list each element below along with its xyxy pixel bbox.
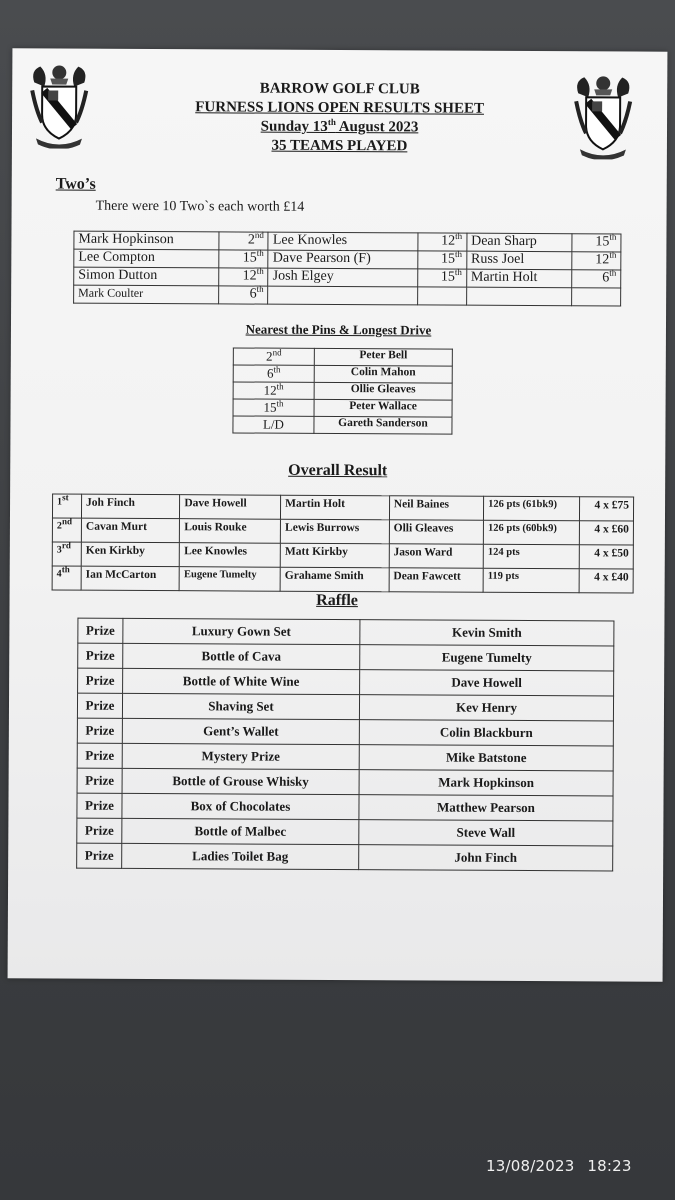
- twos-hole: [572, 288, 621, 306]
- pins-hole: [233, 348, 314, 365]
- raffle-label: Prize: [77, 768, 122, 793]
- twos-name: Russ Joel: [466, 251, 571, 270]
- twos-hole-suffix: th: [454, 248, 463, 259]
- overall-position-number: 3: [56, 544, 62, 556]
- raffle-label: Prize: [78, 668, 123, 693]
- raffle-item: Mystery Prize: [122, 743, 359, 769]
- twos-name: Dave Pearson (F): [268, 250, 417, 269]
- raffle-row: [77, 718, 613, 746]
- teams-played: 35 TEAMS PLAYED: [271, 137, 408, 155]
- pins-winner: Peter Wallace: [314, 399, 452, 417]
- overall-player: Olli Gleaves: [389, 520, 483, 544]
- raffle-winner: Matthew Pearson: [359, 795, 613, 821]
- overall-player: Lee Knowles: [180, 543, 281, 568]
- twos-hole-number: 12: [242, 268, 257, 284]
- twos-hole-suffix: th: [256, 247, 264, 258]
- overall-player: Joh Finch: [81, 494, 179, 519]
- pins-row: [233, 382, 452, 400]
- raffle-item: Bottle of Malbec: [122, 818, 359, 844]
- overall-position-suffix: th: [61, 564, 70, 575]
- overall-player: Matt Kirkby: [280, 543, 389, 568]
- overall-player: Neil Baines: [389, 496, 483, 520]
- raffle-row: [78, 668, 614, 696]
- twos-hole-number: 6: [602, 270, 610, 286]
- overall-position-number: 1: [57, 496, 63, 508]
- pins-hole-number: 12: [263, 382, 277, 398]
- overall-heading: Overall Result: [288, 461, 388, 480]
- raffle-winner: Kevin Smith: [360, 620, 614, 646]
- pins-hole-suffix: th: [276, 398, 284, 409]
- raffle-row: [77, 743, 613, 771]
- raffle-winner: Mark Hopkinson: [359, 770, 613, 796]
- raffle-winner: John Finch: [359, 845, 613, 871]
- photo-timestamp: 13/08/2023 18:23: [486, 1157, 632, 1175]
- overall-player: Ian McCarton: [81, 566, 179, 591]
- pins-hole-number: 6: [266, 365, 274, 381]
- raffle-label: Prize: [77, 743, 122, 768]
- overall-player: Martin Holt: [281, 495, 390, 520]
- overall-row: [52, 494, 633, 521]
- pins-hole: [233, 382, 314, 399]
- results-sheet: [8, 48, 668, 981]
- twos-name: Lee Knowles: [268, 232, 417, 251]
- raffle-item: Luxury Gown Set: [123, 618, 360, 644]
- twos-heading: Two’s: [55, 175, 96, 193]
- pins-hole-suffix: th: [276, 381, 284, 392]
- raffle-winner: Dave Howell: [360, 670, 614, 696]
- twos-name: Simon Dutton: [74, 267, 220, 286]
- overall-position: [52, 494, 81, 518]
- event-date: Sunday 13th August 2023: [260, 116, 419, 136]
- overall-player: Eugene Tumelty: [179, 567, 280, 592]
- overall-player: Louis Rouke: [180, 519, 281, 544]
- pins-table: [232, 347, 452, 434]
- twos-hole-number: 12: [441, 233, 456, 249]
- twos-table: [73, 231, 621, 307]
- twos-hole-number: 15: [440, 269, 455, 285]
- overall-points: 126 pts (60bk9): [483, 520, 579, 545]
- twos-hole-number: 15: [242, 250, 257, 266]
- pins-hole-suffix: nd: [272, 347, 282, 358]
- twos-hole-suffix: th: [454, 266, 462, 277]
- raffle-item: Bottle of White Wine: [123, 668, 360, 694]
- overall-points: 124 pts: [483, 544, 579, 569]
- overall-player: Cavan Murt: [81, 518, 179, 543]
- event-title: FURNESS LIONS OPEN RESULTS SHEET: [195, 99, 485, 117]
- twos-hole-number: 12: [595, 252, 610, 268]
- pins-hole: [233, 365, 314, 382]
- twos-name: Lee Compton: [74, 249, 220, 268]
- raffle-row: [77, 768, 613, 796]
- twos-name: Mark Coulter: [74, 285, 220, 304]
- raffle-row: [77, 793, 613, 821]
- twos-hole: [219, 283, 268, 304]
- raffle-row: [77, 843, 613, 871]
- raffle-item: Box of Chocolates: [122, 793, 359, 819]
- twos-name: Dean Sharp: [467, 233, 572, 252]
- overall-position: [52, 542, 81, 566]
- overall-player: Grahame Smith: [280, 567, 389, 592]
- raffle-winner: Steve Wall: [359, 820, 613, 846]
- overall-position: [52, 518, 81, 542]
- twos-name: Mark Hopkinson: [74, 231, 220, 250]
- raffle-winner: Mike Batstone: [359, 745, 613, 771]
- sheet-header: [12, 78, 667, 157]
- overall-player: Dave Howell: [180, 495, 281, 520]
- twos-hole: [572, 267, 621, 288]
- overall-row: [52, 518, 633, 545]
- twos-name: Josh Elgey: [268, 268, 417, 287]
- overall-table: [52, 494, 634, 594]
- pins-winner: Ollie Gleaves: [314, 382, 452, 400]
- overall-player: Jason Ward: [389, 544, 483, 568]
- overall-position: [52, 566, 81, 590]
- raffle-winner: Kev Henry: [359, 695, 613, 721]
- overall-prize: 4 x £50: [579, 545, 633, 569]
- raffle-table: [76, 618, 614, 872]
- raffle-item: Ladies Toilet Bag: [122, 843, 359, 869]
- overall-prize: 4 x £40: [579, 569, 633, 593]
- pins-row: [233, 348, 452, 366]
- raffle-label: Prize: [78, 643, 123, 668]
- twos-hole-suffix: th: [609, 267, 617, 278]
- twos-hole-suffix: th: [609, 249, 617, 260]
- overall-prize: 4 x £60: [580, 521, 634, 545]
- pins-winner: Gareth Sanderson: [314, 416, 452, 434]
- overall-player: Dean Fawcett: [389, 568, 483, 592]
- overall-position-number: 2: [56, 520, 62, 532]
- pins-row: [233, 416, 452, 434]
- raffle-label: Prize: [77, 793, 122, 818]
- pins-winner: Colin Mahon: [314, 365, 452, 383]
- club-name: BARROW GOLF CLUB: [259, 80, 420, 98]
- twos-note: There were 10 Two`s each worth £14: [95, 198, 305, 215]
- twos-hole-suffix: th: [256, 283, 264, 294]
- twos-name: Martin Holt: [466, 269, 571, 288]
- twos-hole: [417, 266, 466, 287]
- overall-row: [52, 542, 633, 569]
- raffle-row: [78, 618, 614, 646]
- overall-points: 126 pts (61bk9): [484, 496, 580, 521]
- overall-position-number: 4: [56, 568, 62, 580]
- twos-hole-suffix: th: [455, 230, 463, 241]
- raffle-winner: Eugene Tumelty: [360, 645, 614, 671]
- pins-hole: [233, 399, 314, 416]
- raffle-item: Bottle of Cava: [123, 643, 360, 669]
- raffle-label: Prize: [77, 818, 122, 843]
- twos-name: [268, 286, 417, 305]
- pins-row: [233, 365, 452, 383]
- raffle-item: Bottle of Grouse Whisky: [122, 768, 359, 794]
- raffle-label: Prize: [77, 718, 122, 743]
- overall-row: [52, 566, 633, 593]
- raffle-row: [77, 818, 613, 846]
- pins-hole-number: 15: [263, 399, 277, 415]
- raffle-label: Prize: [77, 693, 122, 718]
- twos-hole-number: 6: [249, 286, 257, 302]
- raffle-row: [78, 643, 614, 671]
- overall-prize: 4 x £75: [580, 497, 634, 521]
- twos-hole-suffix: th: [256, 265, 264, 276]
- pins-hole-suffix: th: [273, 364, 281, 375]
- twos-hole-suffix: nd: [254, 229, 264, 240]
- overall-position-suffix: rd: [61, 540, 71, 551]
- twos-hole-number: 15: [440, 251, 456, 267]
- twos-name: [466, 287, 571, 306]
- pins-row: [233, 399, 452, 417]
- overall-player: Ken Kirkby: [81, 542, 179, 567]
- overall-points: 119 pts: [483, 568, 579, 593]
- pins-heading: Nearest the Pins & Longest Drive: [245, 321, 432, 338]
- raffle-row: [77, 693, 613, 721]
- raffle-label: Prize: [77, 843, 122, 868]
- twos-hole: [417, 287, 466, 305]
- twos-hole-number: 15: [595, 234, 610, 250]
- overall-position-suffix: st: [62, 492, 69, 503]
- twos-hole-suffix: th: [609, 231, 617, 242]
- raffle-item: Gent’s Wallet: [122, 718, 359, 744]
- overall-player: Lewis Burrows: [280, 519, 389, 544]
- overall-position-suffix: nd: [61, 516, 73, 527]
- pins-hole-number: 2: [266, 348, 273, 364]
- raffle-item: Shaving Set: [122, 693, 359, 719]
- raffle-label: Prize: [78, 618, 123, 643]
- pins-winner: Peter Bell: [314, 348, 452, 366]
- pins-hole: [233, 416, 314, 433]
- raffle-heading: Raffle: [316, 591, 358, 610]
- twos-hole-number: 2: [247, 232, 255, 248]
- pins-hole-number: L/D: [262, 416, 284, 432]
- raffle-winner: Colin Blackburn: [359, 720, 613, 746]
- twos-row: [74, 285, 621, 306]
